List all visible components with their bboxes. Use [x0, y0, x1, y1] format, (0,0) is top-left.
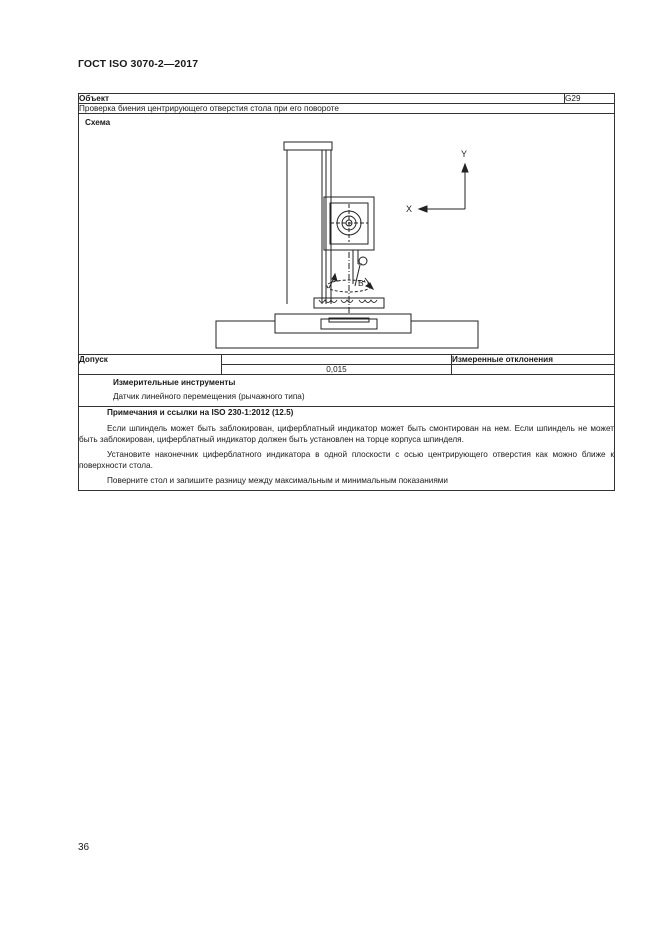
notes-paragraph: Установите наконечник циферблатного индикатора в одной плоскости с осью центрирующего отверстия как можно ближе к поверхности стола. [79, 450, 615, 471]
object-code: G29 [565, 94, 615, 104]
notes-title: Примечания и ссылки на ISO 230-1:2012 (12.5) [107, 408, 294, 417]
schema-label: Схема [85, 118, 111, 127]
test-card-table [78, 93, 615, 491]
notes-row [79, 407, 615, 491]
object-label: Объект [79, 94, 565, 104]
tolerance-header-row [79, 355, 615, 365]
measured-deviations-label: Измеренные отклонения [452, 355, 615, 365]
tolerance-value: 0,015 [222, 365, 452, 375]
page-number: 36 [78, 842, 90, 853]
machine-schematic [79, 114, 613, 354]
schema-cell [79, 114, 615, 355]
measured-deviations-value [452, 365, 615, 375]
tolerance-label: Допуск [79, 355, 222, 375]
column-cap [284, 142, 332, 150]
instruments-title: Измерительные инструменты [113, 378, 236, 387]
instruments-row [79, 375, 615, 407]
x-axis-label: X [406, 204, 413, 214]
schema-row [79, 114, 615, 355]
indicator-head [359, 257, 367, 265]
rotation-label: B' [358, 278, 366, 288]
y-axis-label: Y [461, 149, 468, 159]
object-row [79, 94, 615, 104]
instruments-text: Датчик линейного перемещения (рычажного типа) [113, 392, 305, 401]
object-description: Проверка биения центрирующего отверстия стола при его повороте [79, 104, 615, 114]
tolerance-header-empty [222, 355, 452, 365]
notes-paragraph: Поверните стол и запишите разницу между максимальным и минимальным показаниями [107, 476, 448, 486]
notes-paragraph: Если шпиндель может быть заблокирован, циферблатный индикатор может быть смонтирован на нем. Если шпиндель не может быть заблокирован, циферблатный индикатор должен быть установлен на торце корпуса шпинделя. [79, 424, 615, 445]
object-description-row [79, 104, 615, 114]
document-header: ГОСТ ISO 3070-2—2017 [78, 58, 199, 70]
